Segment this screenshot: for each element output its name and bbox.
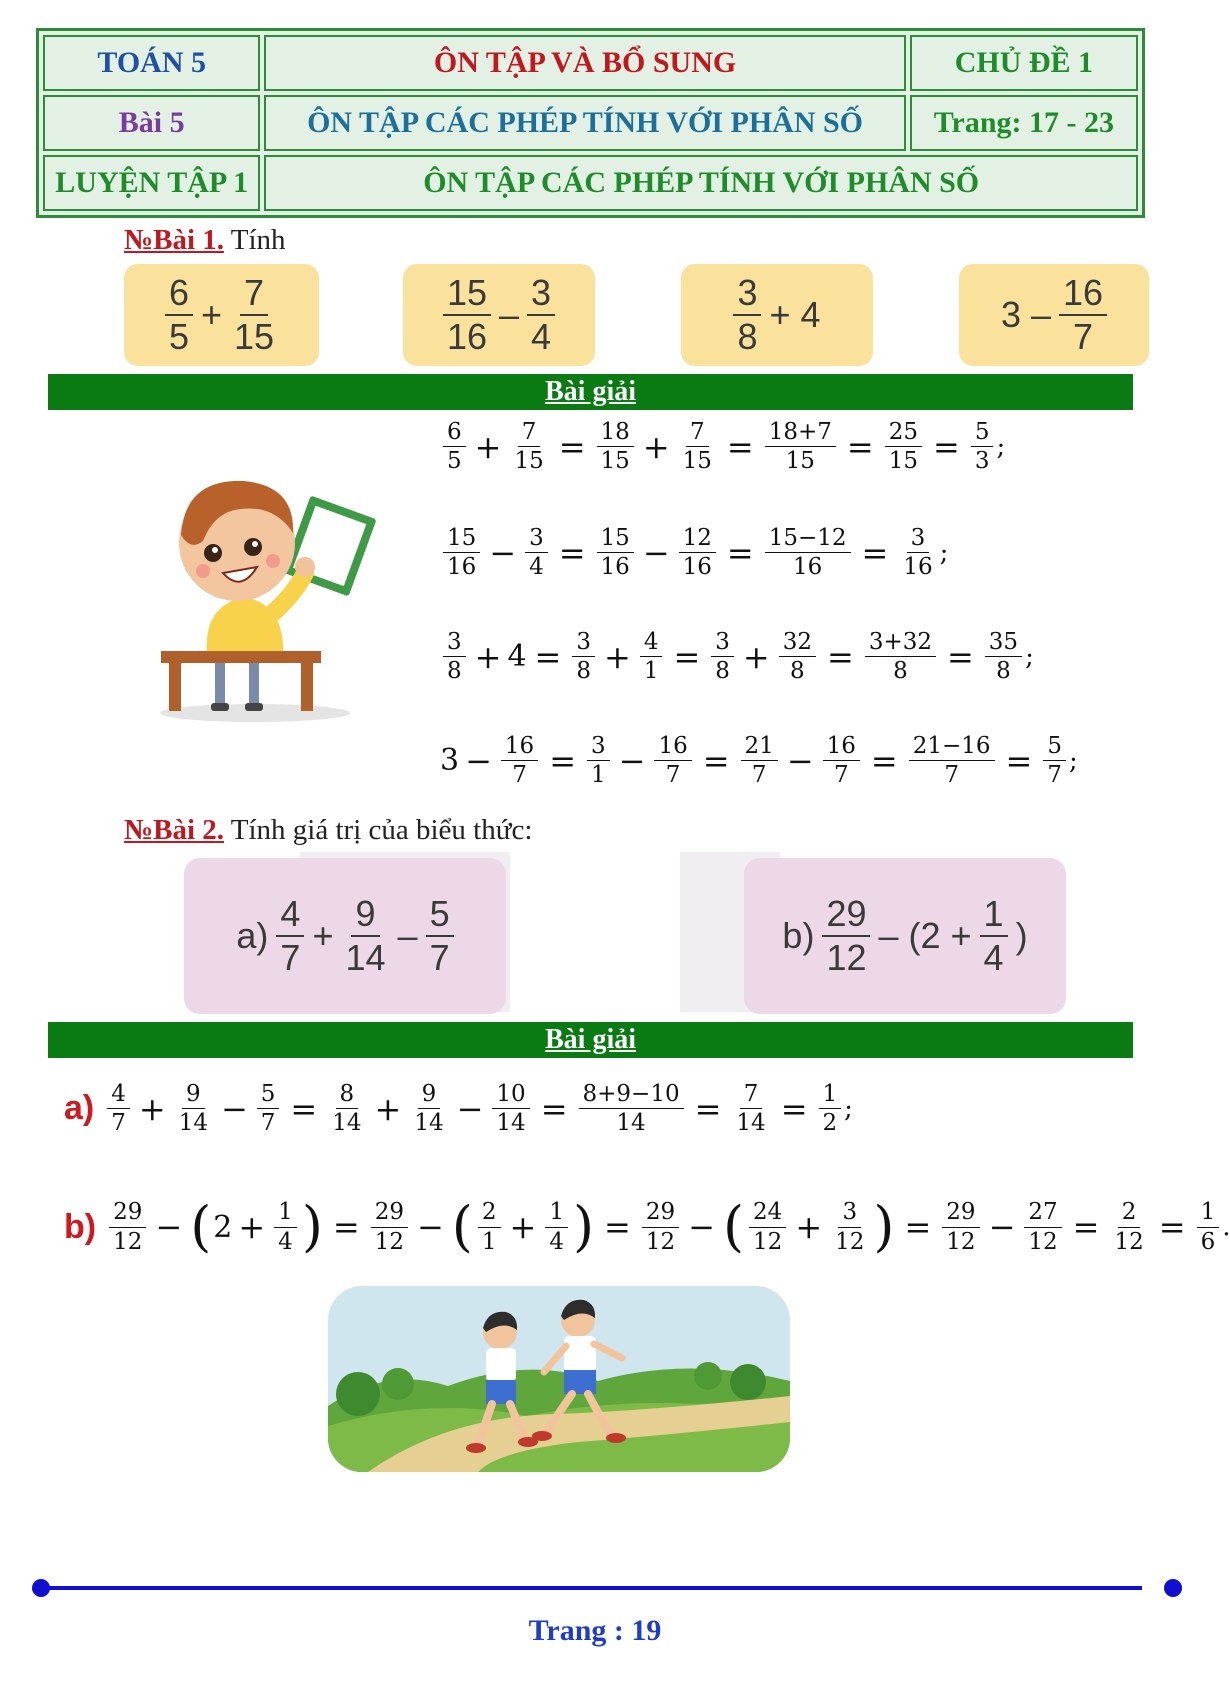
pages-cell: Trang: 17 - 23 [910, 95, 1138, 151]
practice-cell: LUYỆN TẬP 1 [43, 155, 260, 211]
exercise-2-heading [124, 814, 532, 847]
unit-cell: ÔN TẬP VÀ BỔ SUNG [264, 35, 905, 91]
ex1-solution-line-1: $\frac{6}{5}$ + $\frac{7}{15}$ = $\frac{18}{15}$ + $\frac{7}{15}$ = $\frac{18+7}{15}$ = $\frac{25}{15}$ = $\frac{5}{3}$ ; [440, 420, 1005, 473]
header-table [36, 28, 1145, 218]
part-a-label: a) [64, 1089, 95, 1128]
exercise-1-text: Tính [224, 224, 286, 256]
solution-banner-1: Bài giải [48, 374, 1133, 410]
lesson-title-cell: ÔN TẬP CÁC PHÉP TÍNH VỚI PHÂN SỐ [264, 95, 905, 151]
practice-title-cell: ÔN TẬP CÁC PHÉP TÍNH VỚI PHÂN SỐ [264, 155, 1138, 211]
problem-card-b: b) $\frac{29}{12}$ – (2 + $\frac{1}{4}$ ) [744, 858, 1066, 1014]
problem-card-4: 3 – $\frac{16}{7}$ [959, 264, 1149, 366]
ex2-solution-a: a) $\frac{4}{7}$ + $\frac{9}{14}$ − $\frac{5}{7}$ = $\frac{8}{14}$ + $\frac{9}{14}$ − $\frac{10}{14}$ = $\frac{8+9-10}{14}$ = $\frac{7}{14}$ = $\frac{1}{2}$ ; [64, 1081, 853, 1137]
ex1-solution-line-3: $\frac{3}{8}$ + 4 = $\frac{3}{8}$ + $\frac{4}{1}$ = $\frac{3}{8}$ + $\frac{32}{8}$ = $\frac{3+32}{8}$ = $\frac{35}{8}$ ; [440, 630, 1034, 683]
exercise-1-heading [124, 224, 286, 257]
footer-rule-dot-left [32, 1579, 50, 1597]
problem-card-2: $\frac{15}{16}$ – $\frac{3}{4}$ [403, 264, 595, 366]
exercise-2-number: №Bài 2. [124, 814, 225, 846]
problem-card-1: $\frac{6}{5}$ + $\frac{7}{15}$ [124, 264, 319, 366]
ex2-solution-b: b) $\frac{29}{12}$ − ( 2 + $\frac{1}{4}$ ) = $\frac{29}{12}$ − ( $\frac{2}{1}$ + $\frac{1}{4}$ ) = $\frac{29}{12}$ − ( $\frac{24}{12}$ + $\frac{3}{12}$ ) = $\frac{29}{12}$ − $\frac{27}{12}$ = $\frac{2}{12}$ = $\frac{1}{6}$ . [64, 1195, 1230, 1258]
footer-rule [40, 1586, 1142, 1590]
problem-card-a: a) $\frac{4}{7}$ + $\frac{9}{14}$ – $\frac{5}{7}$ [184, 858, 506, 1014]
page-number: Trang : 19 [528, 1614, 662, 1647]
ex1-solution-line-4: 3 − $\frac{16}{7}$ = $\frac{3}{1}$ − $\frac{16}{7}$ = $\frac{21}{7}$ − $\frac{16}{7}$ = $\frac{21-16}{7}$ = $\frac{5}{7}$ ; [440, 733, 1078, 789]
exercise-2-text: Tính giá trị của biểu thức: [224, 814, 533, 846]
child-at-desk-illustration [145, 455, 365, 725]
part-b-label: b) [64, 1207, 97, 1246]
exercise-1-number: №Bài 1. [124, 224, 225, 256]
two-boys-running-illustration [328, 1286, 790, 1472]
lesson-cell: Bài 5 [43, 95, 260, 151]
subject-cell: TOÁN 5 [43, 35, 260, 91]
problem-card-3: $\frac{3}{8}$ + 4 [681, 264, 873, 366]
topic-cell: CHỦ ĐỀ 1 [910, 35, 1138, 91]
solution-banner-2: Bài giải [48, 1022, 1133, 1058]
footer-rule-dot-right [1164, 1579, 1182, 1597]
ex1-solution-line-2: $\frac{15}{16}$ − $\frac{3}{4}$ = $\frac{15}{16}$ − $\frac{12}{16}$ = $\frac{15-12}{16}$ = $\frac{3}{16}$ ; [440, 526, 948, 579]
